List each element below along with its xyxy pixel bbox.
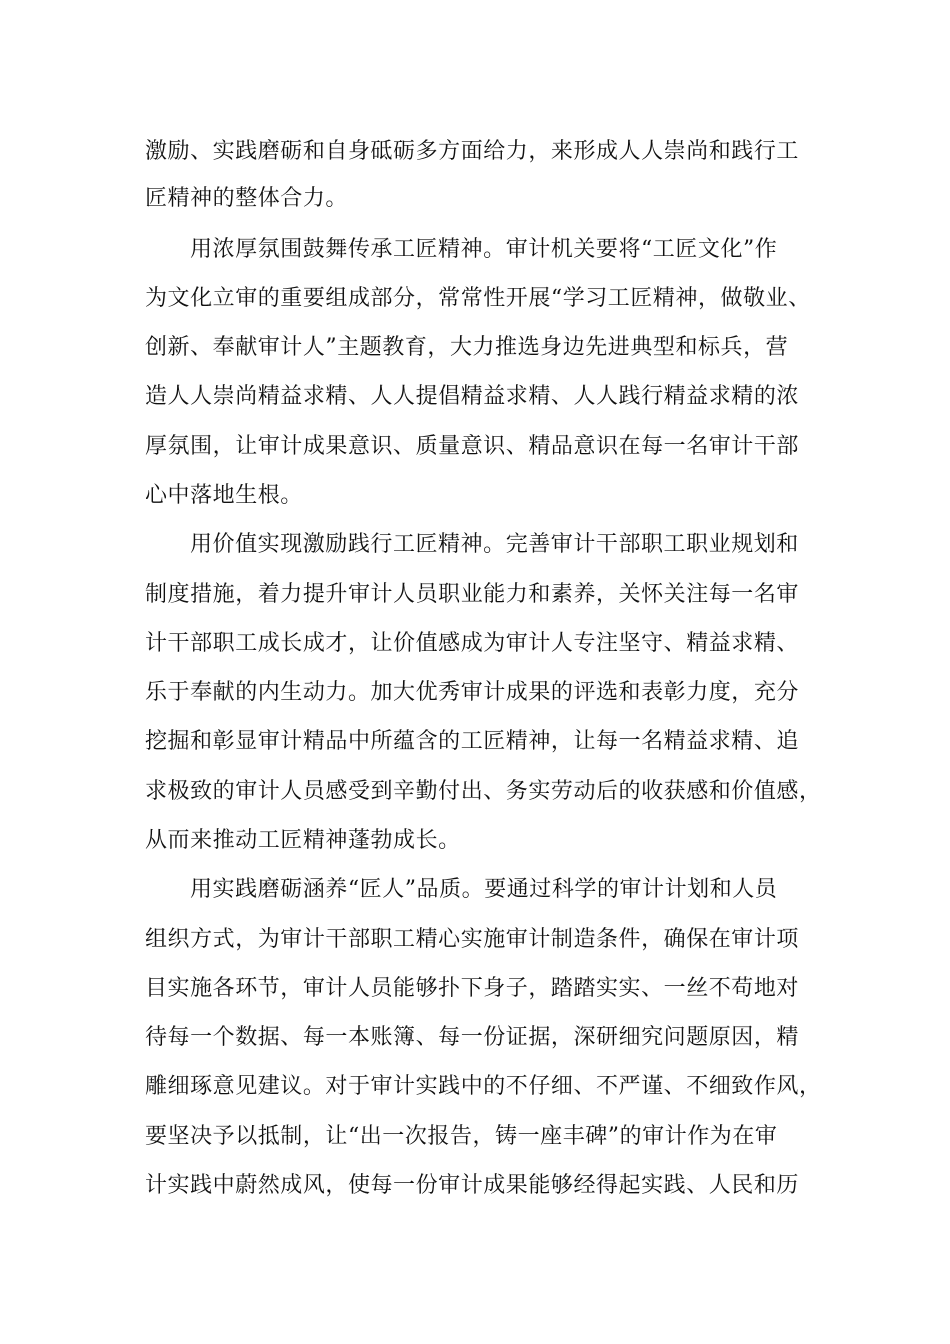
text-line: 创新、奉献审计人”主题教育，大力推选身边先进典型和标兵，营 bbox=[145, 335, 789, 360]
text-line: 匠精神的整体合力。 bbox=[145, 186, 348, 211]
text-line: 乐于奉献的内生动力。加大优秀审计成果的评选和表彰力度，充分 bbox=[145, 680, 799, 705]
text-line: 为文化立审的重要组成部分，常常性开展“学习工匠精神，做敬业、 bbox=[145, 286, 811, 311]
text-line: 要坚决予以抵制，让“出一次报告，铸一座丰碑”的审计作为在审 bbox=[145, 1124, 778, 1149]
text-line: 计实践中蔚然成风，使每一份审计成果能够经得起实践、人民和历 bbox=[145, 1173, 799, 1198]
text-line: 待每一个数据、每一本账簿、每一份证据，深研细究问题原因，精 bbox=[145, 1025, 799, 1050]
text-line: 目实施各环节，审计人员能够扑下身子，踏踏实实、一丝不苟地对 bbox=[145, 976, 799, 1001]
text-line: 从而来推动工匠精神蓬勃成长。 bbox=[145, 828, 461, 853]
text-line: 激励、实践磨砺和自身砥砺多方面给力，来形成人人崇尚和践行工 bbox=[145, 139, 799, 164]
text-line: 求极致的审计人员感受到辛勤付出、务实劳动后的收获感和价值感， bbox=[145, 779, 822, 804]
text-line: 雕细琢意见建议。对于审计实践中的不仔细、不严谨、不细致作风， bbox=[145, 1074, 822, 1099]
text-line: 厚氛围，让审计成果意识、质量意识、精品意识在每一名审计干部 bbox=[145, 434, 799, 459]
paragraph-start-line: 用实践磨砺涵养“匠人”品质。要通过科学的审计计划和人员 bbox=[190, 877, 778, 902]
text-line: 计干部职工成长成才，让价值感成为审计人专注坚守、精益求精、 bbox=[145, 631, 799, 656]
text-line: 挖掘和彰显审计精品中所蕴含的工匠精神，让每一名精益求精、追 bbox=[145, 729, 799, 754]
text-line: 造人人崇尚精益求精、人人提倡精益求精、人人践行精益求精的浓 bbox=[145, 384, 799, 409]
text-line: 制度措施，着力提升审计人员职业能力和素养，关怀关注每一名审 bbox=[145, 582, 799, 607]
text-line: 组织方式，为审计干部职工精心实施审计制造条件，确保在审计项 bbox=[145, 927, 799, 952]
text-line: 心中落地生根。 bbox=[145, 483, 303, 508]
paragraph-start-line: 用价值实现激励践行工匠精神。完善审计干部职工职业规划和 bbox=[190, 532, 799, 557]
paragraph-start-line: 用浓厚氛围鼓舞传承工匠精神。审计机关要将“工匠文化”作 bbox=[190, 237, 778, 262]
